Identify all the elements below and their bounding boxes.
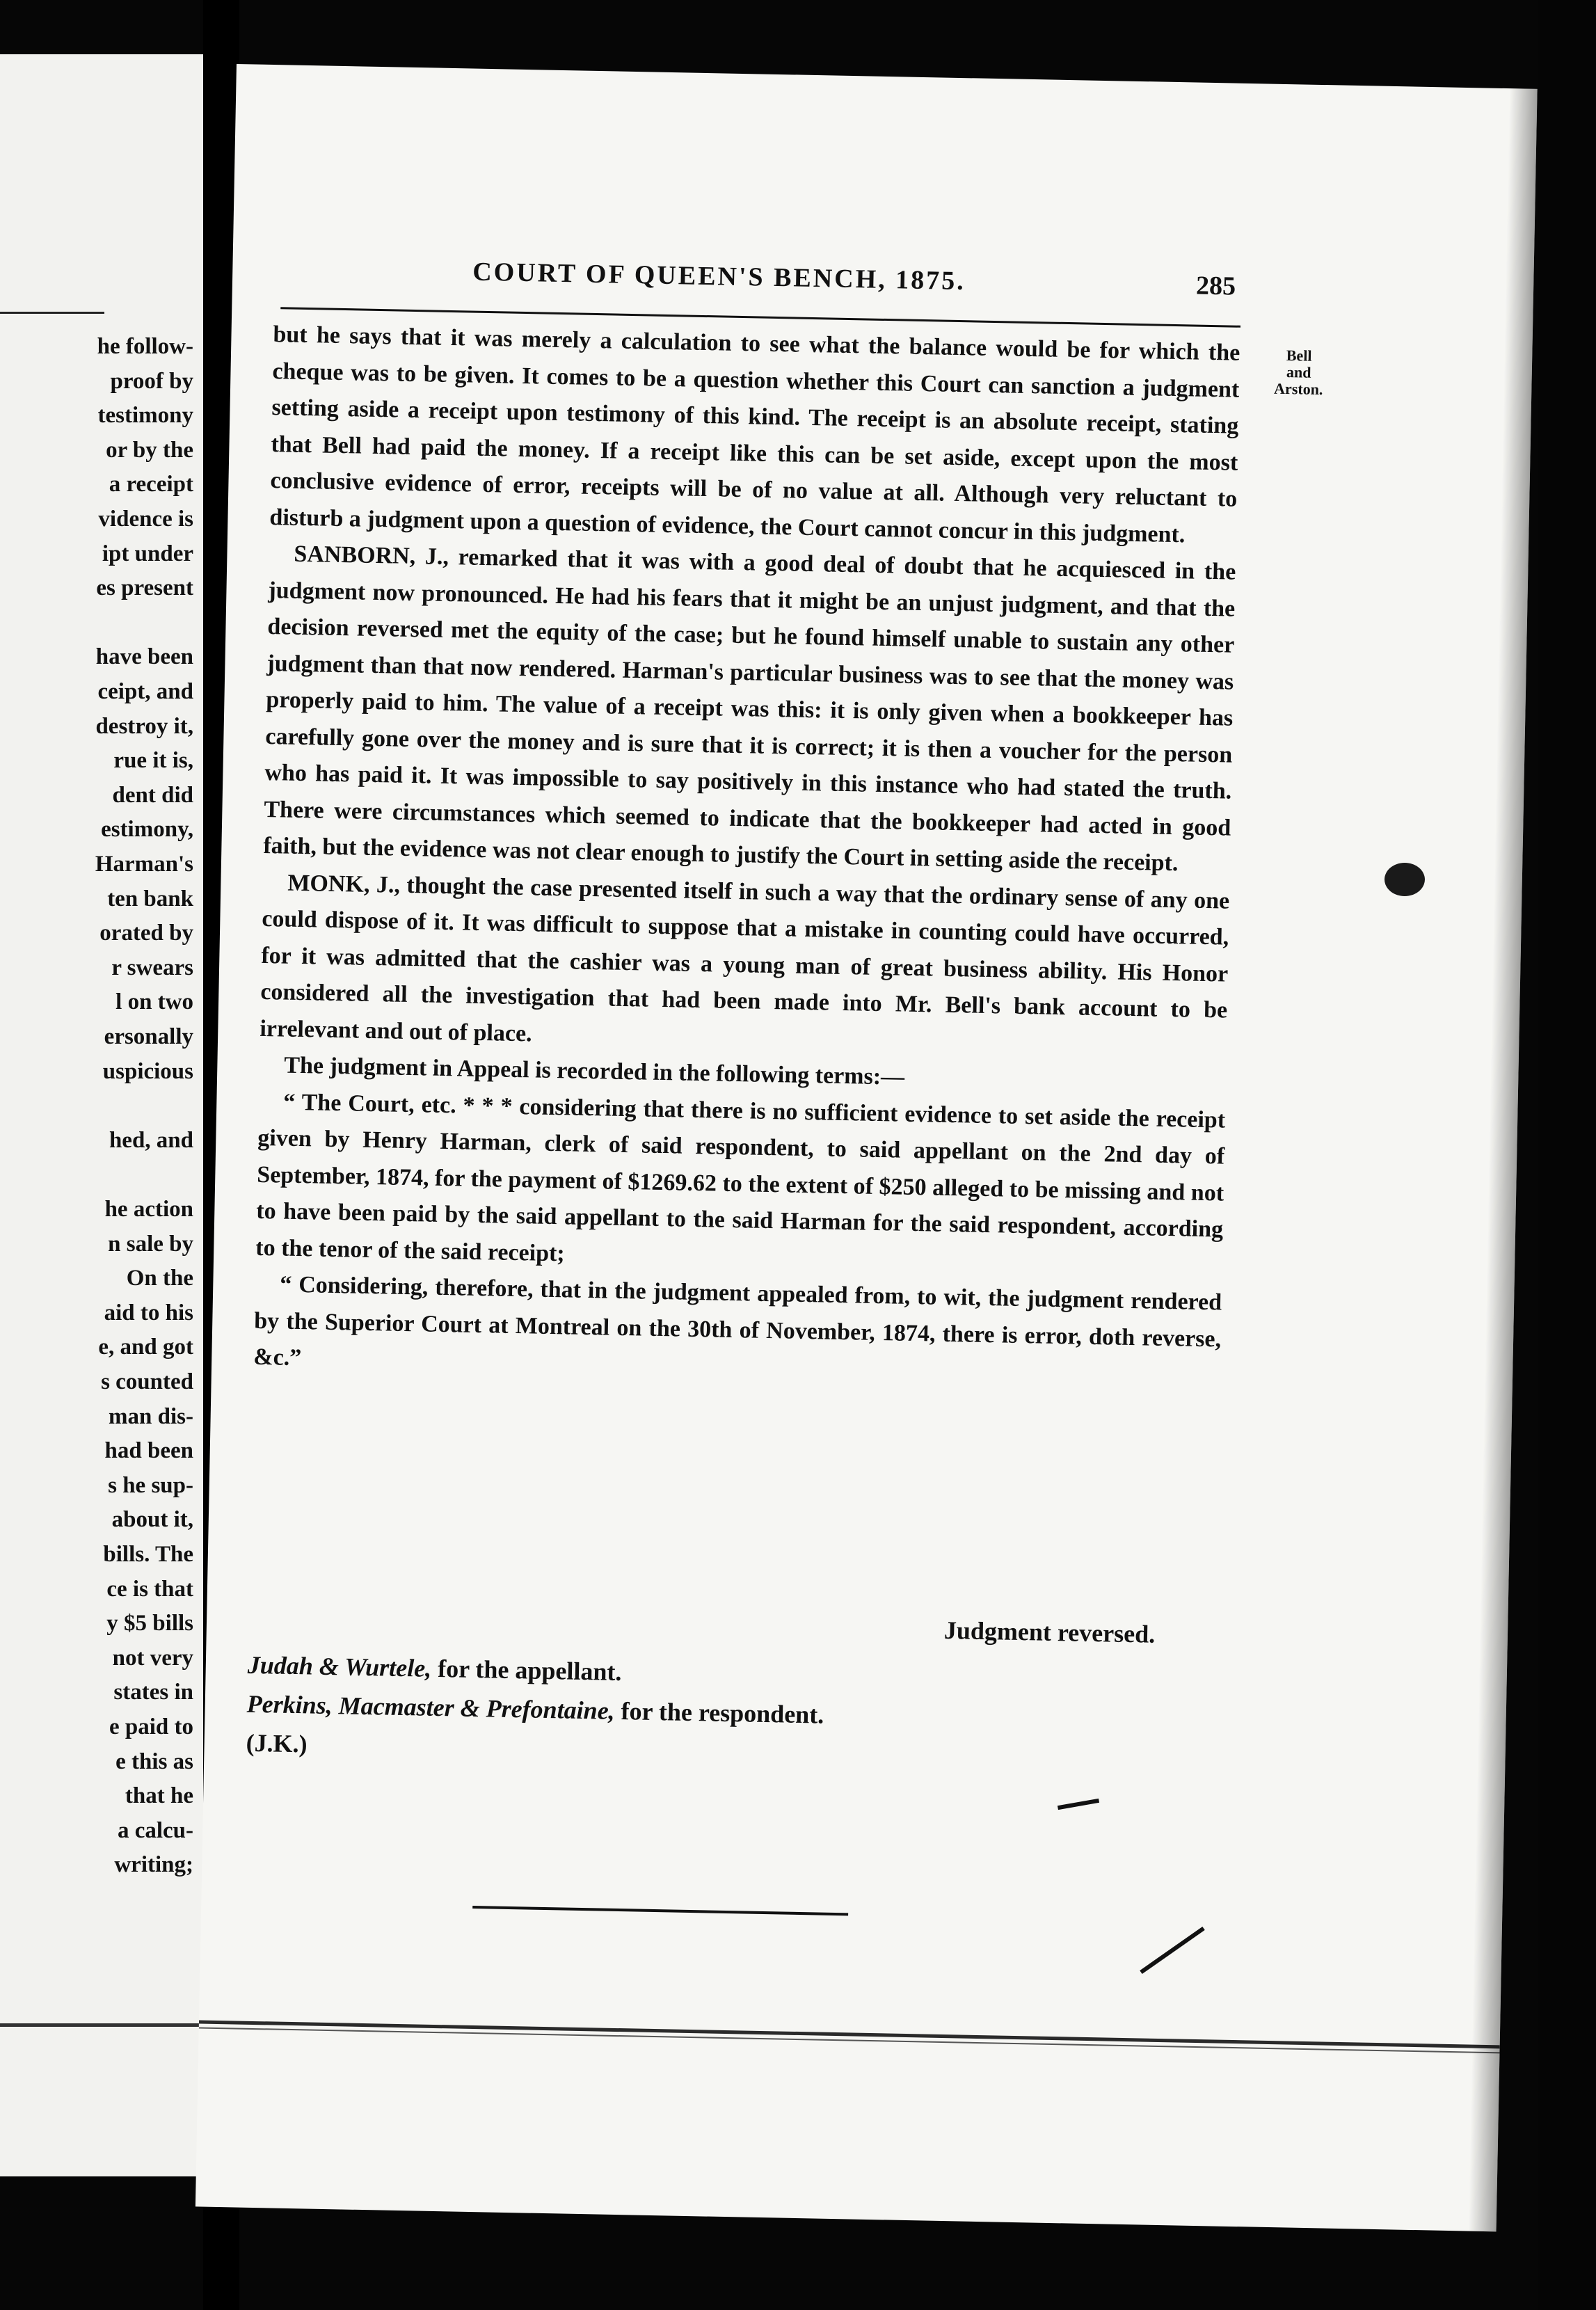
facing-page-line: uspicious [102, 1058, 193, 1084]
end-of-case-rule [472, 1906, 848, 1915]
page-number: 285 [1195, 271, 1236, 301]
paragraph-considering-1: “ The Court, etc. * * * considering that there is no sufficient evidence to set aside the receipt given by Henry Harman, clerk of said respondent, to said appellant on the 2nd day of September, 1874, for the payment of $1269.62 to the extent of $250 alleged to be missing and not to have been paid by the said appellant to the said Harman for the said respondent, according to the tenor of the said receipt; [255, 1089, 1226, 1266]
facing-page-line: have been [95, 644, 193, 670]
facing-page-line: vidence is [98, 507, 193, 532]
facing-page-line: bills. The [103, 1542, 193, 1567]
facing-page-line: ersonally [104, 1024, 193, 1049]
facing-page-line: es present [96, 575, 193, 601]
paragraph-sanborn: SANBORN, J., remarked that it was with a good deal of doubt that he acquiesced in the judgment now pronounced. He had his fears that it might be an unjust judgment, and that the decision reversed met the equity of the case; but he found himself unable to sustain any other judgment than that now rendered. Harman's particular business was to see that the money was properly paid to him. The value of a receipt was this: it is only given when a bookkeeper has carefully gone over the money and is sure that it is correct; it is then a voucher for the person who has paid it. It was impossible to say positively in this instance who had stated the truth. There were circumstances which seemed to indicate that the bookkeeper had acted in good faith, but the evidence was not clear enough to justify the Court in setting aside the receipt. [263, 541, 1236, 877]
facing-page-line: s counted [101, 1369, 193, 1394]
facing-page-bottom-rule [0, 2023, 203, 2027]
paragraph-judgment-intro: The judgment in Appeal is recorded in the following terms:— [284, 1052, 905, 1090]
page-285 [195, 64, 1538, 2231]
facing-page-line: aid to his [104, 1300, 193, 1325]
facing-page-line: not very [112, 1645, 193, 1671]
paragraph-monk: MONK, J., thought the case presented itself in such a way that the ordinary sense of any one could dispose of it. It was difficult to suppose that a mistake in counting could have occurred, for it was admitted that the cashier was a young man of great business ability. His Honor considered all the investigation that had been made into Mr. Bell's bank account to be irrelevant and out of place. [260, 870, 1230, 1046]
facing-page-line: that he [125, 1783, 193, 1809]
page-bottom-rule-thin [199, 2027, 1500, 2053]
facing-page-line: hed, and [109, 1127, 193, 1153]
page-header [232, 252, 1534, 319]
facing-page-line: he action [104, 1197, 193, 1222]
facing-page-line: testimony [97, 403, 193, 429]
case-sidenote [1267, 347, 1330, 399]
facing-page-head-rule [0, 312, 104, 314]
appellant-counsel-names: Judah & Wurtele, [247, 1650, 432, 1682]
facing-page-line: man dis- [109, 1403, 193, 1429]
facing-page-line: writing; [114, 1852, 193, 1878]
scan-border [1538, 0, 1596, 2310]
respondent-counsel-role: for the respondent. [621, 1697, 824, 1729]
facing-page-line: Harman's [95, 852, 193, 877]
facing-page-line: y $5 bills [106, 1611, 193, 1636]
facing-page-line: rue it is, [113, 748, 193, 774]
respondent-counsel-names: Perkins, Macmaster & Prefontaine, [246, 1689, 616, 1725]
facing-page-line: about it, [111, 1507, 193, 1533]
judgment-reversed-label: Judgment reversed. [943, 1616, 1156, 1648]
appellant-counsel-role: for the appellant. [437, 1654, 622, 1687]
page-edge-shadow [1469, 88, 1538, 2231]
facing-page-line: e, and got [98, 1335, 193, 1360]
page-bottom-rule [199, 2020, 1500, 2048]
sidenote-line: and [1286, 363, 1311, 381]
facing-page-line: he follow- [97, 334, 193, 359]
counsel-block [246, 1646, 825, 1774]
sidenote-line: Bell [1286, 346, 1312, 365]
facing-page-line: had been [104, 1438, 193, 1464]
facing-page-line: n sale by [108, 1231, 193, 1257]
facing-page-line: On the [126, 1266, 193, 1291]
facing-page-line: ten bank [107, 886, 193, 911]
facing-page-line: s he sup- [108, 1472, 193, 1498]
facing-page-line: e paid to [109, 1714, 193, 1739]
ink-blot [1384, 863, 1425, 896]
facing-page-line: l on two [115, 989, 193, 1015]
paragraph-considering-2: “ Considering, therefore, that in the judgment appealed from, to wit, the judgment rendered by the Superior Court at Montreal on the 30th of November, 1874, there is error, doth reverse, &c.” [253, 1271, 1222, 1371]
reporter-initials: (J.K.) [246, 1728, 308, 1758]
facing-page-line: r swears [111, 955, 193, 980]
body-text [253, 317, 1240, 1394]
facing-page-line: estimony, [101, 817, 193, 843]
facing-page-line: ceipt, and [97, 679, 193, 704]
facing-page-line: or by the [106, 437, 193, 463]
facing-page-line: proof by [110, 368, 193, 394]
facing-page-line: ipt under [102, 541, 193, 566]
facing-page [0, 54, 203, 2176]
facing-page-line: a receipt [109, 472, 193, 497]
facing-page-line: destroy it, [95, 713, 193, 739]
facing-page-line: orated by [99, 921, 193, 946]
running-head: COURT OF QUEEN'S BENCH, 1875. [472, 257, 966, 296]
facing-page-line: dent did [112, 782, 193, 808]
facing-page-line: e this as [115, 1749, 193, 1774]
facing-page-line: ce is that [106, 1576, 193, 1602]
paragraph-opinion-end: but he says that it was merely a calculation to see what the balance would be for which the cheque was to be given. It comes to be a question whether this Court can sanction a judgment setting aside a receipt upon testimony of this kind. The receipt is an absolute receipt, stating that Bell had paid the money. If a receipt like this can be set aside, except upon the most conclusive evidence of error, receipts will be of no value at all. Although very reluctant to disturb a judgment upon a question of evidence, the Court cannot concur in this judgment. [269, 321, 1240, 548]
facing-page-line: a calcu- [117, 1817, 193, 1843]
facing-page-line: states in [113, 1680, 193, 1705]
sidenote-line: Arston. [1273, 379, 1323, 399]
